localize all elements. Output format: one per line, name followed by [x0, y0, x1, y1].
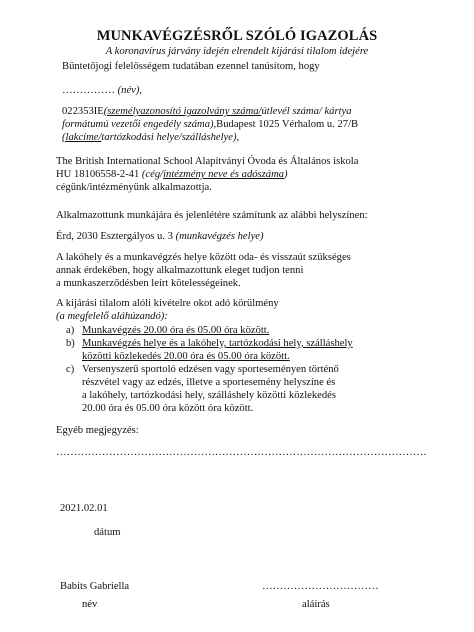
signer-name: Babits Gabriella — [60, 581, 130, 592]
id-label-main: (személyazonosító igazolvány száma/ — [103, 106, 262, 117]
option-c-line-2: részvétel vagy az edzés, illetve a sportesemény helyszíne és — [82, 377, 336, 388]
id-line-1 — [62, 105, 352, 118]
address-label-main: (lakcíme/ — [62, 132, 102, 143]
travel-line-3: a munkaszerződésben leírt kötelességeinek. — [56, 278, 241, 289]
option-a-letter: a) — [66, 325, 75, 336]
option-b-line-2 — [82, 350, 290, 363]
employer-line-3: cégünk/intézményünk alkalmazottja. — [56, 182, 212, 193]
id-label-license: formátumú vezetői engedély száma) — [62, 119, 214, 130]
option-b[interactable] — [66, 337, 353, 350]
signer-name-label: név — [82, 599, 98, 610]
workplace-address-value: Érd, 2030 Esztergályos u. 3 — [56, 231, 176, 242]
name-line — [62, 84, 142, 97]
name-dots: …………… — [62, 85, 118, 96]
option-c-line-3: a lakóhely, tartózkodási hely, szálláshely közötti közlekedés — [82, 390, 336, 401]
notes-label: Egyéb megjegyzés: — [56, 425, 139, 436]
option-b-text-2: közötti közlekedés 20.00 óra és 05.00 óra között. — [82, 351, 290, 362]
page-subtitle: A koronavírus járvány idején elrendelt kijárási tilalom idejére — [105, 46, 369, 57]
option-c-text-1: Versenyszerű sportoló edzésen vagy sporteseményen történő — [82, 364, 339, 375]
date-value: 2021.02.01 — [60, 503, 108, 514]
employer-tax-value: HU 18106558-2-41 — [56, 169, 142, 180]
option-b-text-1: Munkavégzés helye és a lakóhely, tartózkodási hely, szálláshely — [82, 338, 353, 349]
employer-label-b: intézmény neve és adószáma — [163, 169, 285, 180]
employer-label-a: (cég/ — [141, 169, 164, 180]
address-label-alt: tartózkodási helye/szálláshelye), — [101, 132, 240, 143]
id-label-alt: útlevél száma/ kártya — [261, 106, 352, 117]
workplace-address — [56, 230, 264, 243]
option-c[interactable] — [66, 363, 339, 376]
signature-label: aláírás — [302, 599, 330, 610]
notes-dots: …………………………………………………………………………………………… — [56, 447, 427, 458]
employer-line-2 — [56, 168, 288, 181]
workplace-address-label: (munkavégzés helye) — [175, 231, 264, 242]
id-line-3 — [62, 131, 239, 144]
exception-intro: A kijárási tilalom alóli kivételre okot adó körülmény — [56, 298, 279, 309]
id-value: 022353IE — [62, 106, 104, 117]
option-a-text: Munkavégzés 20.00 óra és 05.00 óra között. — [82, 325, 270, 336]
option-b-letter: b) — [66, 338, 75, 349]
employer-line-1: The British International School Alapítványi Óvoda és Általános iskola — [56, 156, 359, 167]
intro-text: Büntetőjogi felelősségem tudatában ezennel tanúsítom, hogy — [62, 61, 320, 72]
signature-dots: …………………………… — [262, 581, 379, 592]
travel-line-2: annak érdekében, hogy alkalmazottunk eleget tudjon tenni — [56, 265, 304, 276]
option-c-letter: c) — [66, 364, 75, 375]
page-title: MUNKAVÉGZÉSRŐL SZÓLÓ IGAZOLÁS — [96, 28, 378, 44]
option-a[interactable] — [66, 324, 269, 337]
id-line-2 — [62, 118, 358, 131]
workplace-intro: Alkalmazottunk munkájára és jelenlétére számítunk az alábbi helyszínen: — [56, 210, 368, 221]
address-value: ,Budapest 1025 Vérhalom u. 27/B — [213, 119, 359, 130]
employer-label-c: ) — [284, 169, 288, 180]
name-label: (név), — [117, 85, 143, 96]
travel-line-1: A lakóhely és a munkavégzés helye között oda- és visszaút szükséges — [56, 252, 351, 263]
date-label: dátum — [94, 527, 121, 538]
option-c-line-4: 20.00 óra és 05.00 óra között óra között. — [82, 403, 254, 414]
exception-hint: (a megfelelő aláhúzandó): — [56, 311, 168, 322]
